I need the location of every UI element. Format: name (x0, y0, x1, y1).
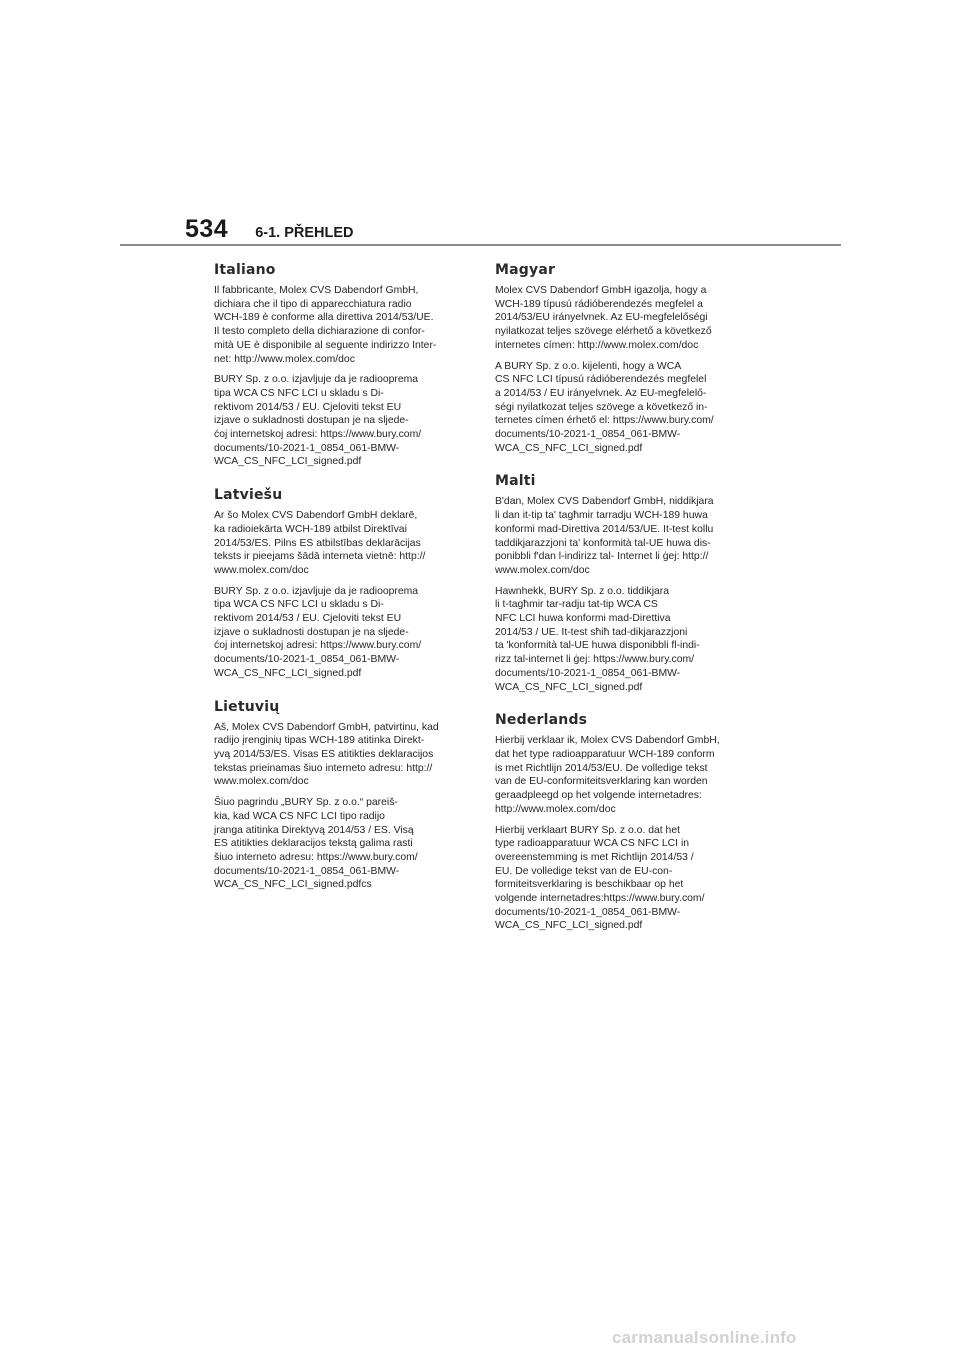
right-column (495, 262, 750, 951)
section-paragraph: Il fabbricante, Molex CVS Dabendorf GmbH, dichiara che il tipo di apparecchiatura radio WCH-189 è conforme alla direttiva 2014/53/UE. Il testo completo della dichiarazione di confor- mità UE è disponibile al seguente indirizzo Inter- net: http://www.molex.com/doc (214, 285, 437, 365)
section-title: Italiano (214, 262, 276, 278)
section-paragraph: Ar šo Molex CVS Dabendorf GmbH deklarē, ka radioiekārta WCH-189 atbilst Direktīvai 2014/53/ES. Pilns ES atbilstības deklarācijas teksts ir pieejams šādā interneta vietnē: http:// www.molex.com/doc (214, 510, 426, 576)
section-paragraph: BURY Sp. z o.o. izjavljuje da je radiooprema tipa WCA CS NFC LCI u skladu s Di- rektivom 2014/53 / EU. Cjeloviti tekst EU izjave o sukladnosti dostupan je na sljede- ćoj internetskoj adresi: https://www.bury.com/ documents/10-2021-1_0854_061-BMW- WCA_CS_NFC_LCI_signed.pdf (214, 374, 422, 468)
section-nederlands (495, 712, 750, 933)
section-lietuviu (214, 699, 469, 892)
section-paragraph: Hierbij verklaart BURY Sp. z o.o. dat het type radioapparatuur WCA CS NFC LCI in overeenstemming is met Richtlijn 2014/53 / EU. De volledige tekst van de EU-con- formiteitsverklaring is beschikbaar op het volgende internetadres:https://www.bury.com/ documents/10-2021-1_0854_061-BMW- WCA_CS_NFC_LCI_signed.pdf (495, 824, 705, 932)
section-malti (495, 473, 750, 694)
section-paragraph: BURY Sp. z o.o. izjavljuje da je radiooprema tipa WCA CS NFC LCI u skladu s Di- rektivom 2014/53 / EU. Cjeloviti tekst EU izjave o sukladnosti dostupan je na sljede- ćoj internetskoj adresi: https://www.bury.com/ documents/10-2021-1_0854_061-BMW- WCA_CS_NFC_LCI_signed.pdf (214, 585, 422, 679)
section-title: Lietuvių (214, 698, 280, 715)
section-paragraph: Šiuo pagrindu „BURY Sp. z o.o.“ pareiš- kia, kad WCA CS NFC LCI tipo radijo įranga atitinka Direktyvą 2014/53 / ES. Visą ES atitikties deklaracijos tekstą galima rasti šiuo interneto adresu: https://www.bury.com/ documents/10-2021-1_0854_061-BMW- WCA_CS_NFC_LCI_signed.pdfcs (214, 797, 418, 891)
page-number: 534 (185, 215, 229, 243)
header-divider (120, 244, 841, 246)
section-paragraph: A BURY Sp. z o.o. kijelenti, hogy a WCA CS NFC LCI típusú rádióberendezés megfelel a 2014/53 / EU irányelvnek. Az EU-megfelelő- ségi nyilatkozat teljes szövege a következő in- ternetes címen érhető el: https://www.bury.com/ documents/10-2021-1_0854_061-BMW- WCA_CS_NFC_LCI_signed.pdf (495, 360, 714, 454)
page-header (185, 215, 354, 244)
section-italiano (214, 262, 469, 469)
section-paragraph: Hierbij verklaar ik, Molex CVS Dabendorf GmbH, dat het type radioapparatuur WCH-189 conform is met Richtlijn 2014/53/EU. De volledige tekst van de EU-conformiteitsverklaring kan worden geraadpleegd op het volgende internetadres: http://www.molex.com/doc (495, 735, 720, 815)
section-paragraph: Hawnhekk, BURY Sp. z o.o. tiddikjara li t-tagħmir tar-radju tat-tip WCA CS NFC LCI huwa konformi mad-Direttiva 2014/53 / UE. It-test sħiħ tad-dikjarazzjoni ta 'konformità tal-UE huwa disponibbli fl-indi- rizz tal-internet li ġej: https://www.bury.com/ documents/10-2021-1_0854_061-BMW- WCA_CS_NFC_LCI_signed.pdf (495, 585, 700, 693)
section-title: Magyar (495, 262, 556, 278)
left-column (214, 262, 469, 910)
chapter-title: 6-1. PŘEHLED (255, 225, 354, 241)
section-paragraph: Molex CVS Dabendorf GmbH igazolja, hogy a WCH-189 típusú rádióberendezés megfelel a 2014/53/EU irányelvnek. Az EU-megfelelőségi nyilatkozat teljes szövege elérhető a következő internetes címen: http://www.molex.com/doc (495, 285, 712, 351)
section-title: Latviešu (214, 487, 283, 504)
section-title: Malti (495, 473, 536, 490)
watermark-logo: carmanualsonline.info (612, 1328, 797, 1347)
section-paragraph: Aš, Molex CVS Dabendorf GmbH, patvirtinu, kad radijo įrenginių tipas WCH-189 atitinka Direkt- yvą 2014/53/ES. Visas ES atitikties deklaracijos tekstas prieinamas šiuo interneto adresu: http:// www.molex.com/doc (214, 721, 439, 788)
section-paragraph: B'dan, Molex CVS Dabendorf GmbH, niddikjara li dan it-tip ta' tagħmir tarradju WCH-189 huwa konformi mad-Direttiva 2014/53/UE. It-test kollu taddikjarazzjoni ta' konformità tal-UE huwa dis- ponibbli f'dan l-indirizz tal- Internet li ġej: http:// www.molex.com/doc (495, 496, 714, 576)
section-title: Nederlands (495, 712, 588, 729)
section-magyar (495, 262, 750, 455)
section-latviesu (214, 487, 469, 680)
